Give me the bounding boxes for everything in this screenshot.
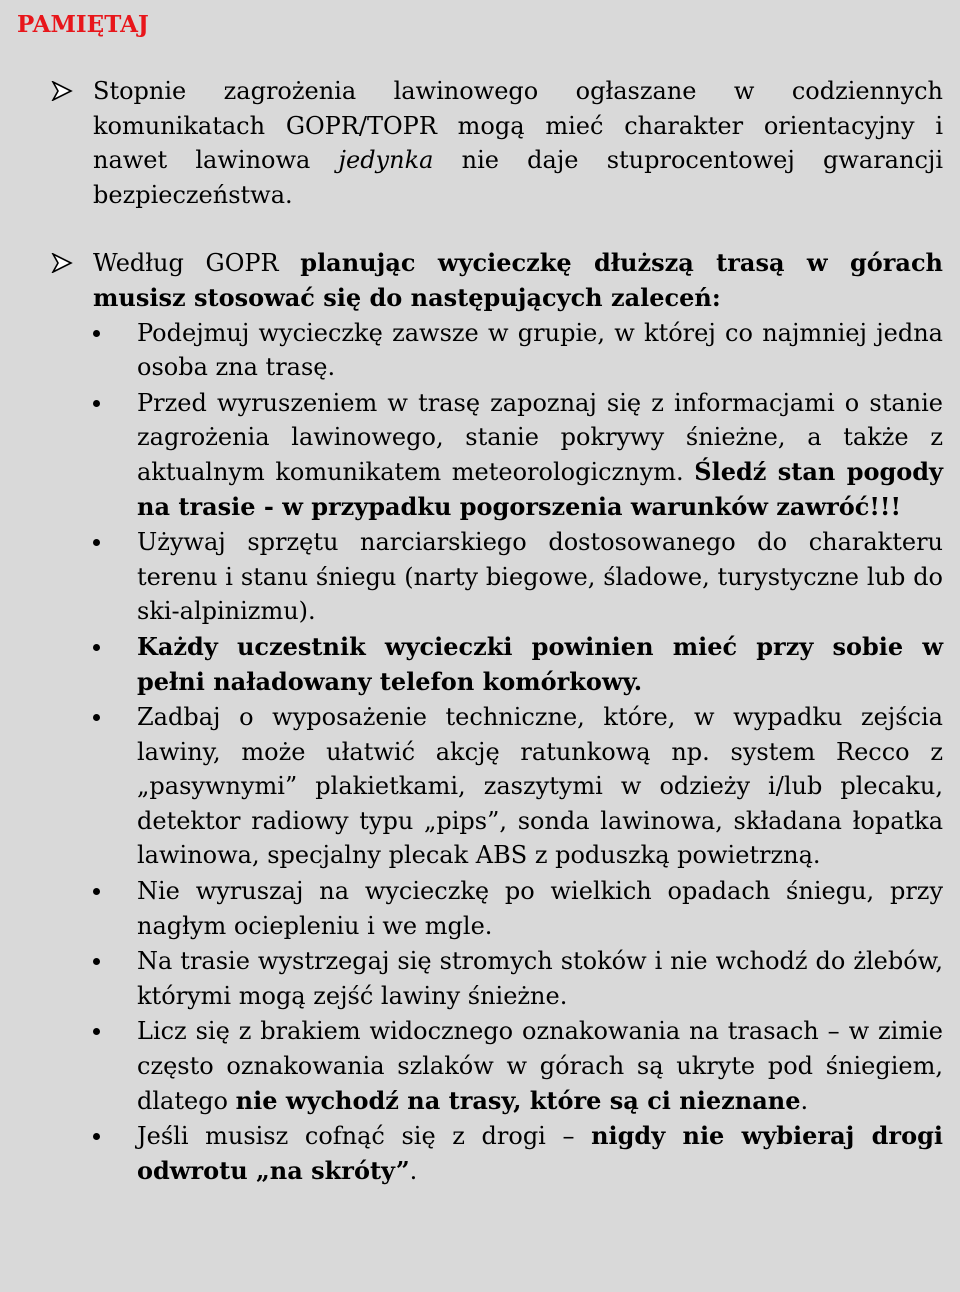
arrowhead-bullet-icon [51, 81, 73, 101]
bullet-dot-icon [93, 539, 100, 546]
recommendation-item [137, 700, 943, 873]
text-segment: Używaj sprzętu narciarskiego dostosowanego do charakteru terenu i stanu śniegu (narty biegowe, śladowe, turystyczne lub do ski-alpinizmu). [137, 528, 943, 626]
recommendation-item [137, 874, 943, 943]
text-segment: Licz się z brakiem widocznego oznakowania na trasach – w zimie często oznakowania szlaków w górach są ukryte pod śniegiem, dlatego [137, 1017, 943, 1115]
bullet-dot-icon [93, 400, 100, 407]
arrow-point-2 [17, 246, 943, 315]
bold-text-segment: planując wycieczkę dłuższą trasą w górach musisz stosować się do następujących zaleceń: [93, 248, 944, 312]
recommendation-item [137, 1119, 943, 1188]
section-heading: PAMIĘTAJ [17, 11, 149, 38]
bullet-dot-icon [93, 644, 100, 651]
arrow-point-text [93, 74, 943, 212]
bullet-dot-icon [93, 1133, 100, 1140]
italic-term: jedynka [338, 146, 434, 175]
arrow-point-1 [17, 74, 943, 212]
recommendation-item [137, 386, 943, 524]
bold-text-segment: nigdy nie wybieraj drogi odwrotu „na skróty” [137, 1121, 943, 1185]
recommendation-item [137, 1014, 943, 1118]
text-segment: Według GOPR [93, 249, 301, 278]
text-segment: nie daje stuprocentowej gwarancji bezpieczeństwa. [93, 146, 944, 209]
bullet-dot-icon [93, 958, 100, 965]
recommendation-item [137, 630, 943, 699]
recommendation-item [137, 316, 943, 385]
text-segment: Stopnie zagrożenia lawinowego ogłaszane w codziennych komunikatach GOPR/TOPR mogą mieć charakter orientacyjny i nawet lawinowa [93, 77, 943, 175]
text-segment: Na trasie wystrzegaj się stromych stoków i nie wchodź do żlebów, którymi mogą zejść lawiny śnieżne. [137, 947, 943, 1010]
bullet-dot-icon [93, 888, 100, 895]
bold-text-segment: nie wychodź na trasy, które są ci nieznane [235, 1085, 801, 1115]
text-segment: Przed wyruszeniem w trasę zapoznaj się z informacjami o stanie zagrożenia lawinowego, stanie pokrywy śnieżne, a także z aktualnym komunikatem meteorologicznym. [137, 388, 943, 486]
bullet-dot-icon [93, 714, 100, 721]
text-segment: Podejmuj wycieczkę zawsze w grupie, w której co najmniej jedna osoba zna trasę. [137, 318, 943, 382]
text-segment: Nie wyruszaj na wycieczkę po wielkich opadach śniegu, przy nagłym ociepleniu i we mgle. [137, 877, 943, 940]
bold-text-segment: Każdy uczestnik wycieczki powinien mieć przy sobie w pełni naładowany telefon komórkowy. [137, 631, 943, 696]
arrowhead-bullet-icon [51, 253, 73, 273]
text-segment: Jeśli musisz cofnąć się z drogi – [137, 1122, 592, 1151]
bullet-dot-icon [93, 1028, 100, 1035]
text-segment: Zadbaj o wyposażenie techniczne, które, w wypadku zejścia lawiny, może ułatwić akcję ratunkową np. system Recco z „pasywnymi” plakietkami, zaszytymi w odzieży i/lub plecaku, detektor radiowy typu „pips”, sonda lawinowa, składana łopatka lawinowa, specjalny plecak ABS z poduszką powietrzną. [137, 703, 943, 870]
bullet-dot-icon [93, 330, 100, 337]
bold-text-segment: Śledź stan pogody na trasie - w przypadku pogorszenia warunków zawróć!!! [137, 456, 943, 521]
recommendation-item [137, 944, 943, 1013]
recommendation-item [137, 525, 943, 629]
text-segment: . [800, 1086, 809, 1115]
recommendation-list [17, 316, 943, 1189]
text-segment: . [409, 1156, 418, 1185]
arrow-point-text [93, 246, 943, 315]
